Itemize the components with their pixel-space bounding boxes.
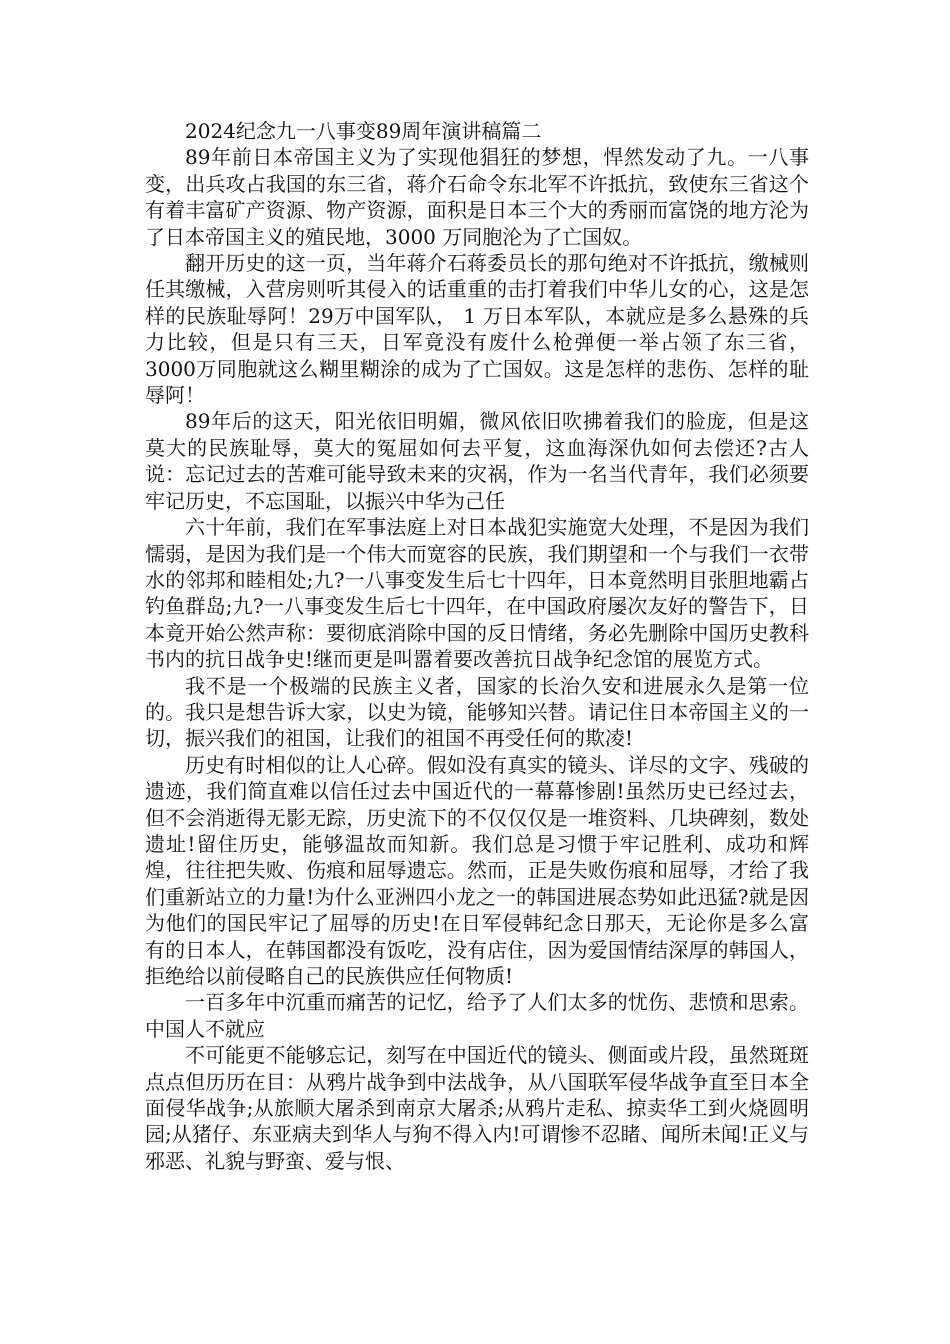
paragraph: 89年前日本帝国主义为了实现他猖狂的梦想，悍然发动了九。一八事变，出兵攻占我国的东三省，蒋介石命令东北军不许抵抗，致使东三省这个有着丰富矿产资源、物产资源，面积是日本三个大的秀丽而富饶的地方沦为了日本帝国主义的殖民地，3000 万同胞沦为了亡国奴。 bbox=[145, 145, 809, 249]
paragraph: 不可能更不能够忘记，刻写在中国近代的镜头、侧面或片段，虽然斑斑点点但历历在目：从鸦片战争到中法战争，从八国联军侵华战争直至日本全面侵华战争;从旅顺大屠杀到南京大屠杀;从鸦片走私、掠卖华工到火烧圆明园;从猪仔、东亚病夫到华人与狗不得入内!可谓惨不忍睹、闻所未闻!正义与邪恶、礼貌与野蛮、爱与恨、 bbox=[145, 1043, 809, 1173]
document-title: 2024纪念九一八事变89周年演讲稿篇二 bbox=[185, 119, 542, 143]
paragraph: 翻开历史的这一页，当年蒋介石蒋委员长的那句绝对不许抵抗，缴械则任其缴械，入营房则听其侵入的话重重的击打着我们中华儿女的心，这是怎样的民族耻辱阿！29万中国军队， 1 万日本军队，本就应是多么悬殊的兵力比较，但是只有三天，日军竟没有废什么枪弹便一举占领了东三省， 3000万同胞就这么糊里糊涂的成为了亡国奴。这是怎样的悲伤、怎样的耻辱阿！ bbox=[145, 251, 809, 408]
paragraph: 六十年前，我们在军事法庭上对日本战犯实施宽大处理，不是因为我们懦弱，是因为我们是一个伟大而宽容的民族，我们期望和一个与我们一衣带水的邻邦和睦相处;九?一八事变发生后七十四年，日本竟然明目张胆地霸占钓鱼群岛;九?一八事变发生后七十四年，在中国政府屡次友好的警告下，日本竟开始公然声称：要彻底消除中国的反日情绪，务必先删除中国历史教科书内的抗日战争史!继而更是叫嚣着要改善抗日战争纪念馆的展览方式。 bbox=[145, 515, 809, 672]
paragraph: 历史有时相似的让人心碎。假如没有真实的镜头、详尽的文字、残破的遗迹，我们简直难以信任过去中国近代的一幕幕惨剧!虽然历史已经过去，但不会消逝得无影无踪，历史流下的不仅仅仅是一堆资料、几块碑刻，数处遗址!留住历史，能够温故而知新。我们总是习惯于牢记胜利、成功和辉煌，往往把失败、伤痕和屈辱遗忘。然而，正是失败伤痕和屈辱，才给了我们重新站立的力量!为什么亚洲四小龙之一的韩国进展态势如此迅猛?就是因为他们的国民牢记了屈辱的历史!在日军侵韩纪念日那天，无论你是多么富有的日本人，在韩国都没有饭吃，没有店住，因为爱国情结深厚的韩国人，拒绝给以前侵略自己的民族供应任何物质! bbox=[145, 752, 809, 988]
document-body bbox=[145, 118, 809, 1174]
paragraph: 89年后的这天，阳光依旧明媚，微风依旧吹拂着我们的脸庞，但是这莫大的民族耻辱，莫大的冤屈如何去平复，这血海深仇如何去偿还?古人说：忘记过去的苦难可能导致未来的灾祸，作为一名当代青年，我们必须要牢记历史，不忘国耻，以振兴中华为己任 bbox=[145, 409, 809, 513]
paragraph: 我不是一个极端的民族主义者，国家的长治久安和进展永久是第一位的。我只是想告诉大家，以史为镜，能够知兴替。请记住日本帝国主义的一切，振兴我们的祖国，让我们的祖国不再受任何的欺凌! bbox=[145, 673, 809, 751]
paragraph: 一百多年中沉重而痛苦的记忆，给予了人们太多的忧伤、悲愤和思索。中国人不就应 bbox=[145, 990, 809, 1041]
